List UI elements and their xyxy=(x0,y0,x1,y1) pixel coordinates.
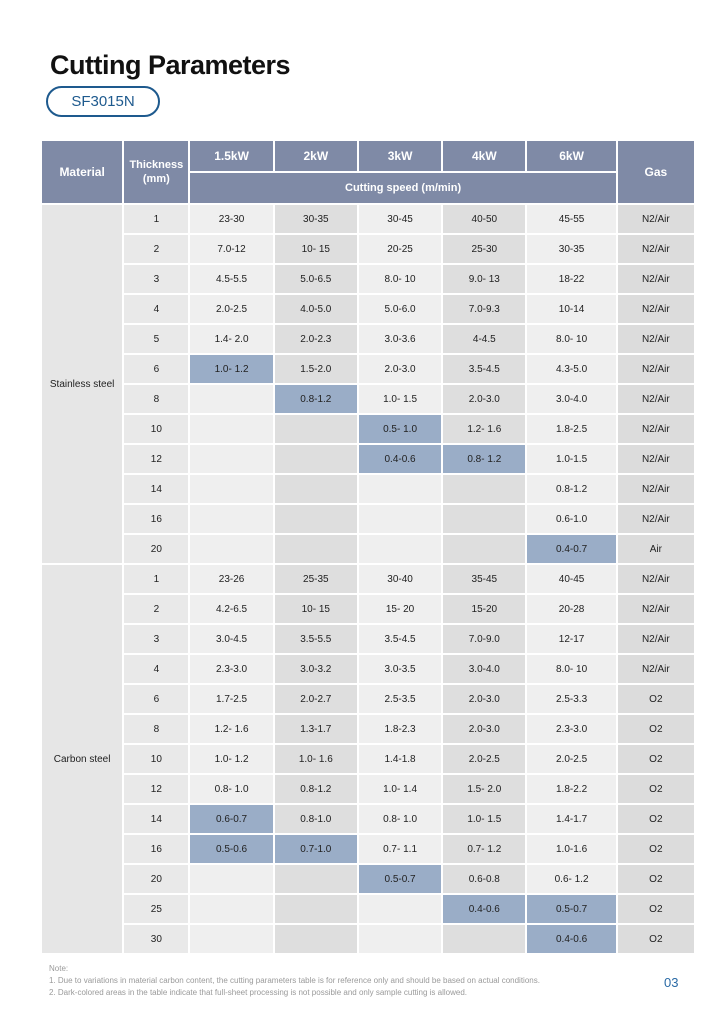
speed-cell: 18-22 xyxy=(527,265,615,293)
speed-cell: 7.0-9.0 xyxy=(443,625,525,653)
speed-cell: 5.0-6.0 xyxy=(359,295,441,323)
speed-cell: 2.0-2.5 xyxy=(190,295,272,323)
thickness-cell: 12 xyxy=(124,775,188,803)
speed-cell: 2.0-2.5 xyxy=(527,745,615,773)
thickness-cell: 14 xyxy=(124,475,188,503)
speed-cell: 30-40 xyxy=(359,565,441,593)
thickness-cell: 16 xyxy=(124,835,188,863)
material-cell: Stainless steel xyxy=(42,205,122,563)
thickness-cell: 16 xyxy=(124,505,188,533)
speed-cell: 0.6-0.7 xyxy=(190,805,272,833)
header-power: 1.5kW xyxy=(190,141,272,171)
speed-cell: 45-55 xyxy=(527,205,615,233)
speed-cell: 0.7-1.0 xyxy=(275,835,357,863)
speed-cell: 0.8-1.2 xyxy=(527,475,615,503)
speed-cell xyxy=(275,925,357,953)
thickness-cell: 5 xyxy=(124,325,188,353)
speed-cell: 10-14 xyxy=(527,295,615,323)
table-row xyxy=(42,925,694,953)
gas-cell: N2/Air xyxy=(618,595,694,623)
speed-cell: 3.0-3.6 xyxy=(359,325,441,353)
thickness-cell: 14 xyxy=(124,805,188,833)
speed-cell xyxy=(443,475,525,503)
table-row xyxy=(42,565,694,593)
speed-cell: 1.2- 1.6 xyxy=(190,715,272,743)
speed-cell: 4.3-5.0 xyxy=(527,355,615,383)
speed-cell: 40-50 xyxy=(443,205,525,233)
speed-cell: 7.0-12 xyxy=(190,235,272,263)
header-power: 4kW xyxy=(443,141,525,171)
speed-cell xyxy=(443,535,525,563)
speed-cell: 2.0-2.5 xyxy=(443,745,525,773)
table-row xyxy=(42,625,694,653)
thickness-cell: 2 xyxy=(124,595,188,623)
speed-cell: 1.7-2.5 xyxy=(190,685,272,713)
speed-cell: 30-35 xyxy=(527,235,615,263)
table-row xyxy=(42,715,694,743)
speed-cell: 1.4-1.8 xyxy=(359,745,441,773)
speed-cell: 8.0- 10 xyxy=(527,325,615,353)
header-power: 3kW xyxy=(359,141,441,171)
model-badge: SF3015N xyxy=(46,86,160,117)
note-item: 1. Due to variations in material carbon content, the cutting parameters table is for reference only and should be based on actual conditions. xyxy=(49,976,540,985)
gas-cell: O2 xyxy=(618,715,694,743)
speed-cell: 30-35 xyxy=(275,205,357,233)
speed-cell: 20-28 xyxy=(527,595,615,623)
speed-cell xyxy=(275,895,357,923)
speed-cell xyxy=(190,925,272,953)
speed-cell: 1.3-1.7 xyxy=(275,715,357,743)
table-row xyxy=(42,415,694,443)
speed-cell xyxy=(275,415,357,443)
speed-cell: 1.8-2.5 xyxy=(527,415,615,443)
speed-cell: 2.5-3.3 xyxy=(527,685,615,713)
gas-cell: N2/Air xyxy=(618,385,694,413)
speed-cell: 3.0-3.2 xyxy=(275,655,357,683)
speed-cell: 0.7- 1.1 xyxy=(359,835,441,863)
speed-cell: 1.4- 2.0 xyxy=(190,325,272,353)
speed-cell: 23-26 xyxy=(190,565,272,593)
speed-cell: 2.0-3.0 xyxy=(443,715,525,743)
speed-cell xyxy=(275,865,357,893)
speed-cell xyxy=(190,895,272,923)
thickness-cell: 3 xyxy=(124,265,188,293)
speed-cell xyxy=(443,505,525,533)
speed-cell: 0.4-0.6 xyxy=(527,925,615,953)
speed-cell: 0.4-0.7 xyxy=(527,535,615,563)
gas-cell: O2 xyxy=(618,805,694,833)
speed-cell: 1.0-1.5 xyxy=(527,445,615,473)
table-row xyxy=(42,805,694,833)
speed-cell: 15- 20 xyxy=(359,595,441,623)
speed-cell xyxy=(359,925,441,953)
gas-cell: N2/Air xyxy=(618,475,694,503)
speed-cell: 0.8-1.2 xyxy=(275,385,357,413)
gas-cell: O2 xyxy=(618,775,694,803)
table-row xyxy=(42,865,694,893)
thickness-cell: 10 xyxy=(124,745,188,773)
thickness-cell: 12 xyxy=(124,445,188,473)
speed-cell: 1.0- 1.6 xyxy=(275,745,357,773)
speed-cell xyxy=(359,895,441,923)
gas-cell: N2/Air xyxy=(618,505,694,533)
speed-cell: 3.0-4.5 xyxy=(190,625,272,653)
gas-cell: O2 xyxy=(618,865,694,893)
speed-cell: 1.5-2.0 xyxy=(275,355,357,383)
speed-cell: 12-17 xyxy=(527,625,615,653)
header-material: Material xyxy=(42,141,122,203)
gas-cell: N2/Air xyxy=(618,415,694,443)
table-row xyxy=(42,745,694,773)
speed-cell: 0.8-1.0 xyxy=(275,805,357,833)
speed-cell: 2.3-3.0 xyxy=(527,715,615,743)
speed-cell: 15-20 xyxy=(443,595,525,623)
note-item: 2. Dark-colored areas in the table indicate that full-sheet processing is not possible and only sample cutting is allowed. xyxy=(49,988,468,997)
speed-cell xyxy=(443,925,525,953)
thickness-cell: 8 xyxy=(124,385,188,413)
speed-cell: 3.5-4.5 xyxy=(359,625,441,653)
speed-cell xyxy=(275,445,357,473)
speed-cell: 8.0- 10 xyxy=(527,655,615,683)
thickness-cell: 1 xyxy=(124,205,188,233)
table-body xyxy=(42,205,694,953)
table-row xyxy=(42,895,694,923)
speed-cell: 2.0-2.7 xyxy=(275,685,357,713)
page-title: Cutting Parameters xyxy=(50,50,291,80)
speed-cell: 1.4-1.7 xyxy=(527,805,615,833)
table-row xyxy=(42,295,694,323)
thickness-cell: 6 xyxy=(124,685,188,713)
speed-cell: 0.5-0.7 xyxy=(359,865,441,893)
speed-cell: 2.5-3.5 xyxy=(359,685,441,713)
speed-cell: 0.8-1.2 xyxy=(275,775,357,803)
speed-cell: 1.5- 2.0 xyxy=(443,775,525,803)
table-row xyxy=(42,775,694,803)
speed-cell: 1.0- 1.5 xyxy=(359,385,441,413)
speed-cell: 20-25 xyxy=(359,235,441,263)
speed-cell xyxy=(359,535,441,563)
cutting-parameters-table xyxy=(40,139,696,955)
thickness-cell: 6 xyxy=(124,355,188,383)
header-gas: Gas xyxy=(618,141,694,203)
gas-cell: O2 xyxy=(618,925,694,953)
speed-cell: 3.5-4.5 xyxy=(443,355,525,383)
speed-cell: 1.0- 1.2 xyxy=(190,745,272,773)
header-thickness-label: Thickness (mm) xyxy=(129,159,184,185)
speed-cell: 4-4.5 xyxy=(443,325,525,353)
speed-cell xyxy=(190,475,272,503)
speed-cell: 2.0-2.3 xyxy=(275,325,357,353)
speed-cell: 30-45 xyxy=(359,205,441,233)
speed-cell: 8.0- 10 xyxy=(359,265,441,293)
speed-cell: 4.5-5.5 xyxy=(190,265,272,293)
speed-cell: 1.8-2.3 xyxy=(359,715,441,743)
speed-cell: 2.0-3.0 xyxy=(443,685,525,713)
speed-cell: 40-45 xyxy=(527,565,615,593)
speed-cell: 0.8- 1.0 xyxy=(190,775,272,803)
speed-cell xyxy=(190,445,272,473)
speed-cell: 0.4-0.6 xyxy=(443,895,525,923)
speed-cell xyxy=(275,475,357,503)
speed-cell: 1.0- 1.2 xyxy=(190,355,272,383)
speed-cell: 2.3-3.0 xyxy=(190,655,272,683)
table-row xyxy=(42,505,694,533)
gas-cell: N2/Air xyxy=(618,355,694,383)
speed-cell: 1.8-2.2 xyxy=(527,775,615,803)
material-cell: Carbon steel xyxy=(42,565,122,953)
speed-cell xyxy=(275,505,357,533)
table-row xyxy=(42,475,694,503)
speed-cell: 0.8- 1.0 xyxy=(359,805,441,833)
speed-cell: 10- 15 xyxy=(275,595,357,623)
gas-cell: O2 xyxy=(618,835,694,863)
speed-cell xyxy=(275,535,357,563)
thickness-cell: 4 xyxy=(124,295,188,323)
table-row xyxy=(42,235,694,263)
speed-cell: 35-45 xyxy=(443,565,525,593)
speed-cell xyxy=(190,415,272,443)
speed-cell: 0.5-0.6 xyxy=(190,835,272,863)
table-row xyxy=(42,595,694,623)
speed-cell: 0.6- 1.2 xyxy=(527,865,615,893)
speed-cell: 0.6-1.0 xyxy=(527,505,615,533)
gas-cell: N2/Air xyxy=(618,325,694,353)
speed-cell: 0.5- 1.0 xyxy=(359,415,441,443)
speed-cell: 25-30 xyxy=(443,235,525,263)
speed-cell: 9.0- 13 xyxy=(443,265,525,293)
speed-cell: 7.0-9.3 xyxy=(443,295,525,323)
thickness-cell: 20 xyxy=(124,535,188,563)
header-power: 6kW xyxy=(527,141,615,171)
speed-cell: 3.5-5.5 xyxy=(275,625,357,653)
speed-cell: 25-35 xyxy=(275,565,357,593)
speed-cell xyxy=(359,505,441,533)
notes-label: Note: xyxy=(49,964,69,973)
gas-cell: N2/Air xyxy=(618,625,694,653)
speed-cell: 1.0- 1.5 xyxy=(443,805,525,833)
thickness-cell: 25 xyxy=(124,895,188,923)
speed-cell: 2.0-3.0 xyxy=(443,385,525,413)
gas-cell: N2/Air xyxy=(618,445,694,473)
speed-cell xyxy=(190,505,272,533)
notes xyxy=(49,963,540,999)
speed-cell: 0.8- 1.2 xyxy=(443,445,525,473)
speed-cell: 1.2- 1.6 xyxy=(443,415,525,443)
speed-cell xyxy=(190,865,272,893)
gas-cell: N2/Air xyxy=(618,265,694,293)
speed-cell: 0.4-0.6 xyxy=(359,445,441,473)
table-row xyxy=(42,205,694,233)
thickness-cell: 3 xyxy=(124,625,188,653)
table-row xyxy=(42,835,694,863)
table-row xyxy=(42,535,694,563)
speed-cell: 2.0-3.0 xyxy=(359,355,441,383)
gas-cell: O2 xyxy=(618,685,694,713)
table-row xyxy=(42,445,694,473)
table-row xyxy=(42,325,694,353)
table-row xyxy=(42,385,694,413)
speed-cell: 0.6-0.8 xyxy=(443,865,525,893)
page-number: 03 xyxy=(664,975,679,990)
thickness-cell: 4 xyxy=(124,655,188,683)
thickness-cell: 8 xyxy=(124,715,188,743)
speed-cell: 3.0-4.0 xyxy=(443,655,525,683)
speed-cell: 3.0-4.0 xyxy=(527,385,615,413)
thickness-cell: 1 xyxy=(124,565,188,593)
speed-cell: 23-30 xyxy=(190,205,272,233)
gas-cell: N2/Air xyxy=(618,295,694,323)
gas-cell: N2/Air xyxy=(618,565,694,593)
speed-cell: 3.0-3.5 xyxy=(359,655,441,683)
table-row xyxy=(42,355,694,383)
header-cutting-speed: Cutting speed (m/min) xyxy=(190,173,615,203)
gas-cell: N2/Air xyxy=(618,235,694,263)
speed-cell: 4.2-6.5 xyxy=(190,595,272,623)
thickness-cell: 20 xyxy=(124,865,188,893)
table-row xyxy=(42,685,694,713)
speed-cell xyxy=(359,475,441,503)
speed-cell: 0.7- 1.2 xyxy=(443,835,525,863)
speed-cell xyxy=(190,535,272,563)
gas-cell: Air xyxy=(618,535,694,563)
speed-cell: 0.5-0.7 xyxy=(527,895,615,923)
speed-cell: 1.0-1.6 xyxy=(527,835,615,863)
thickness-cell: 30 xyxy=(124,925,188,953)
header-thickness xyxy=(124,141,188,203)
speed-cell xyxy=(190,385,272,413)
gas-cell: O2 xyxy=(618,745,694,773)
table-row xyxy=(42,265,694,293)
header-power: 2kW xyxy=(275,141,357,171)
thickness-cell: 10 xyxy=(124,415,188,443)
gas-cell: N2/Air xyxy=(618,655,694,683)
speed-cell: 4.0-5.0 xyxy=(275,295,357,323)
speed-cell: 5.0-6.5 xyxy=(275,265,357,293)
speed-cell: 1.0- 1.4 xyxy=(359,775,441,803)
gas-cell: N2/Air xyxy=(618,205,694,233)
table-row xyxy=(42,655,694,683)
gas-cell: O2 xyxy=(618,895,694,923)
speed-cell: 10- 15 xyxy=(275,235,357,263)
thickness-cell: 2 xyxy=(124,235,188,263)
